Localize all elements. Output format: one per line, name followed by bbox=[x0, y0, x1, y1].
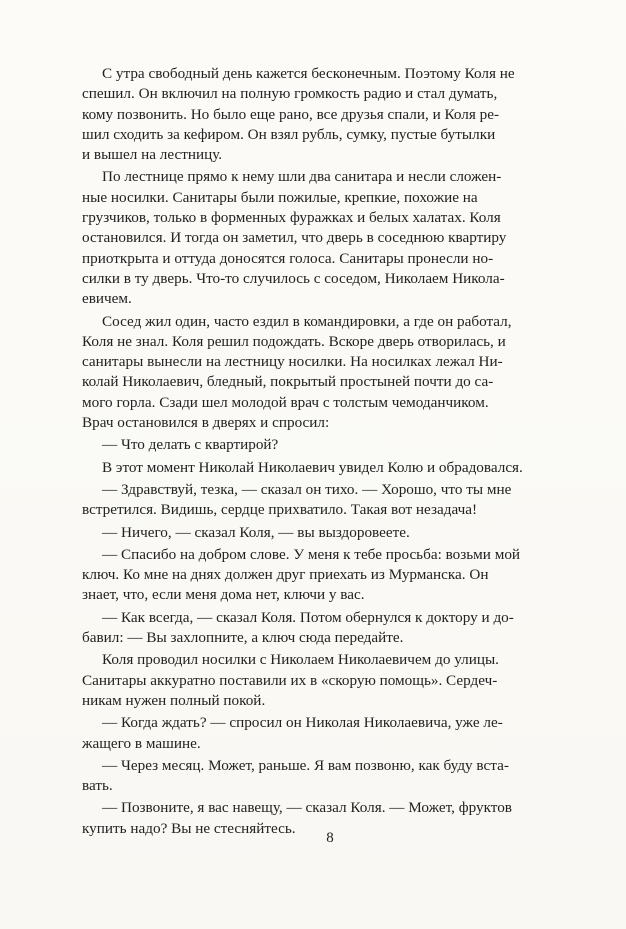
paragraph-12: — Через месяц. Может, раньше. Я вам позвоню, как буду вста- вать. bbox=[82, 756, 509, 795]
paragraph-5: В этот момент Николай Николаевич увидел Колю и обрадовался. bbox=[102, 458, 523, 476]
page-number: 8 bbox=[326, 830, 334, 846]
paragraph-7: — Ничего, — сказал Коля, — вы выздоровеете. bbox=[102, 523, 410, 541]
paragraph-4: — Что делать с квартирой? bbox=[102, 436, 279, 454]
paragraph-10: Коля проводил носилки с Николаем Николаевичем до улицы. Санитары аккуратно поставили их в «скорую помощь». Сердеч- никам нужен полный покой. bbox=[82, 651, 499, 709]
paragraph-2: По лестнице прямо к нему шли два санитара и несли сложен- ные носилки. Санитары были пожилые, крепкие, похожие на грузчиков, только в форменных фуражках и белых халатах. Коля остановился. И тогда он заметил, что дверь в соседнюю квартиру приоткрыта и оттуда доносятся голоса. Санитары пронесли но- силки в ту дверь. Что-то случилось с соседом, Николаем Никола- евичем. bbox=[82, 168, 507, 308]
paragraph-3: Сосед жил один, часто ездил в командировки, а где он работал, Коля не знал. Коля решил подождать. Вскоре дверь отворилась, и санитары вынесли на лестницу носилки. На носилках лежал Ни- колай Николаевич, бледный, покрытый простыней почти до са- мого горла. Сзади шел молодой врач с толстым чемоданчиком. Врач остановился в дверях и спросил: bbox=[82, 312, 512, 432]
paragraph-9: — Как всегда, — сказал Коля. Потом обернулся к доктору и до- бавил: — Вы захлопните, а ключ сюда передайте. bbox=[82, 608, 514, 647]
paragraph-13: — Позвоните, я вас навещу, — сказал Коля. — Может, фруктов купить надо? Вы не стесняйтесь. bbox=[82, 799, 512, 837]
paragraph-1: С утра свободный день кажется бесконечным. Поэтому Коля не спешил. Он включил на полную громкость радио и стал думать, кому позвонить. Но было еще рано, все друзья спали, и Коля ре- шил сходить за кефиром. Он взял рубль, сумку, пустые бутылки и вышел на лестницу. bbox=[82, 65, 515, 164]
paragraph-8: — Спасибо на добром слове. У меня к тебе просьба: возьми мой ключ. Ко мне на днях должен друг приехать из Мурманска. Он знает, что, если меня дома нет, ключи у вас. bbox=[82, 545, 521, 604]
body-text bbox=[82, 64, 574, 841]
paragraph-6: — Здравствуй, тезка, — сказал он тихо. — Хорошо, что ты мне встретился. Видишь, сердце прихватило. Такая вот незадача! bbox=[82, 480, 512, 519]
paragraph-11: — Когда ждать? — спросил он Николая Николаевича, уже ле- жащего в машине. bbox=[82, 714, 503, 752]
